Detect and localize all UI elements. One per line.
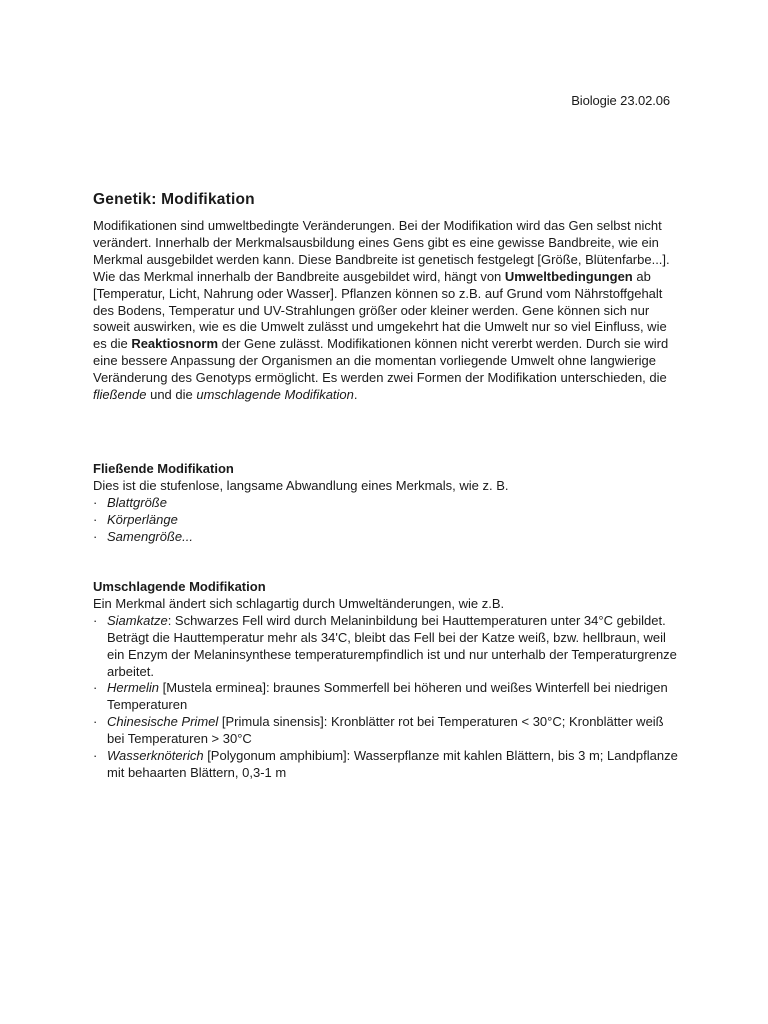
list-item	[93, 748, 683, 782]
list-item	[93, 512, 683, 529]
intro-italic-umschlagende: umschlagende Modifikation	[196, 387, 354, 403]
intro-bold-umweltbedingungen: Umweltbedingungen	[504, 268, 633, 284]
header-date: Biologie 23.02.06	[571, 93, 670, 108]
intro-text-4: und die	[146, 387, 197, 403]
bullet-icon: ·	[93, 511, 98, 527]
organism-name: Chinesische Primel	[107, 714, 219, 730]
section-heading: Fließende Modifikation	[93, 461, 234, 476]
section-umschlagende-modifikation	[93, 579, 683, 782]
list-item	[93, 714, 683, 748]
bullet-icon: ·	[93, 528, 98, 544]
list-item	[93, 613, 683, 681]
bullet-icon: ·	[93, 494, 98, 510]
intro-paragraph	[93, 218, 683, 404]
list-item-text: Körperlänge	[107, 511, 178, 527]
bullet-icon: ·	[93, 612, 98, 628]
intro-bold-reaktiosnorm: Reaktiosnorm	[131, 336, 219, 352]
intro-text-5: .	[353, 387, 358, 403]
organism-name: Siamkatze	[107, 612, 168, 628]
organism-description: [Polygonum amphibium]: Wasserpflanze mit kahlen Blättern, bis 3 m; Landpflanze mit behaarten Blättern, 0,3-1 m	[107, 748, 678, 780]
organism-name: Hermelin	[107, 680, 160, 696]
list-item	[93, 495, 683, 512]
bullet-list	[93, 613, 683, 782]
section-lead: Ein Merkmal ändert sich schlagartig durch Umweltänderungen, wie z.B.	[93, 595, 505, 611]
intro-italic-fliessende: fließende	[93, 387, 147, 403]
list-item	[93, 680, 683, 714]
page-title: Genetik: Modifikation	[93, 191, 255, 208]
section-heading: Umschlagende Modifikation	[93, 579, 266, 594]
organism-name: Wasserknöterich	[107, 748, 204, 764]
organism-description: [Mustela erminea]: braunes Sommerfell bei höheren und weißes Winterfell bei niedrigen Temperaturen	[107, 680, 668, 713]
section-fliessende-modifikation	[93, 461, 683, 546]
list-item-text: Samengröße...	[107, 528, 193, 544]
list-item-text: Blattgröße	[107, 494, 167, 510]
organism-description: : Schwarzes Fell wird durch Melaninbildung bei Hauttemperaturen unter 34°C gebildet. Beträgt die Hauttemperatur mehr als 34'C, bleibt das Fell bei der Katze weiß, bzw. hellbraun, weil ein Enzym der Melaninsynthese temperaturempfindlich ist und nur unterhalb der Temperaturgrenze arbeitet.	[107, 612, 677, 679]
intro-text-2: ab [Temperatur, Licht, Nahrung oder Wasser]. Pflanzen können so z.B. auf Grund vom Nährstoffgehalt des Bodens, Temperatur und UV-Strahlungen größer oder kleiner werden. Gene können sich nur soweit auswirken, wie es die Umwelt zulässt und umgekehrt hat die Umwelt nur so viel Einfluss, wie es die	[93, 268, 667, 352]
bullet-icon: ·	[93, 680, 98, 696]
section-lead: Dies ist die stufenlose, langsame Abwandlung eines Merkmals, wie z. B.	[93, 477, 509, 493]
intro-text-3: der Gene zulässt. Modifikationen können nicht vererbt werden. Durch sie wird eine bessere Anpassung der Organismen an die momentan vorliegende Umwelt ohne langwierige Veränderung des Genotyps ermöglicht. Es werden zwei Formen der Modifikation unterschieden, die	[93, 336, 669, 386]
bullet-list	[93, 495, 683, 546]
intro-text-1: Modifikationen sind umweltbedingte Veränderungen. Bei der Modifikation wird das Gen selbst nicht verändert. Innerhalb der Merkmalsausbildung eines Gens gibt es eine gewisse Bandbreite, wie ein Merkmal ausgebildet werden kann. Diese Bandbreite ist genetisch festgelegt [Größe, Blütenfarbe...]. Wie das Merkmal innerhalb der Bandbreite ausgebildet wird, hängt von	[93, 218, 670, 284]
bullet-icon: ·	[93, 714, 98, 730]
organism-description: [Primula sinensis]: Kronblätter rot bei Temperaturen < 30°C; Kronblätter weiß bei Temperaturen > 30°C	[107, 714, 664, 747]
list-item	[93, 529, 683, 546]
bullet-icon: ·	[93, 748, 98, 764]
